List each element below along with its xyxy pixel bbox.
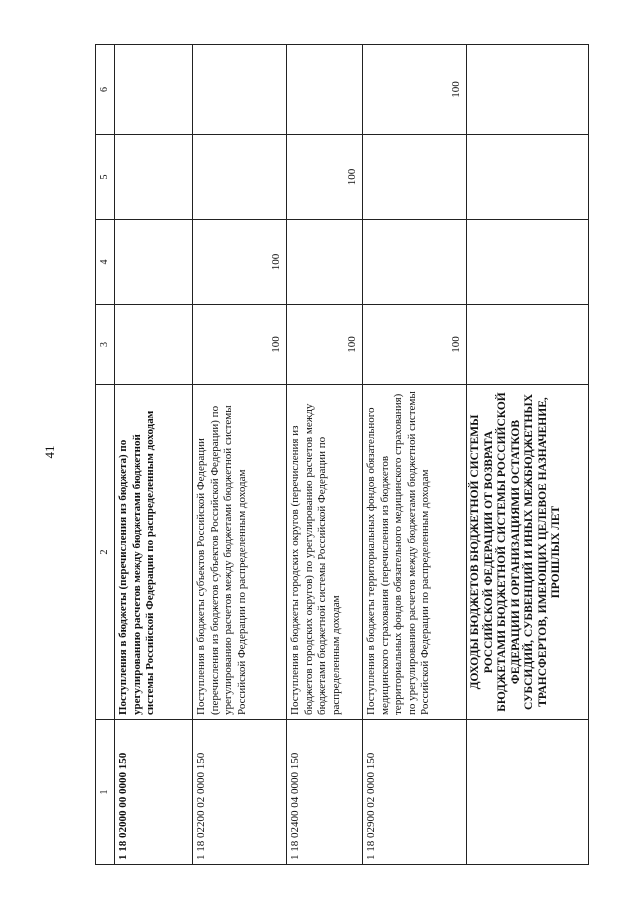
- value-cell: 100: [193, 305, 287, 385]
- name-cell: Поступления в бюджеты территориальных фондов обязательного медицинского страхования (перечисления из бюджетов территориальных фондов обязательного медицинского страхования) по урегулированию расчетов между бюджетами бюджетной системы Российской Федерации по распределенным доходам: [363, 385, 467, 720]
- value-cell: [115, 45, 193, 135]
- header-row: [96, 45, 115, 865]
- code-cell: 1 18 02900 02 0000 150: [363, 720, 467, 865]
- code-cell: 1 18 02200 02 0000 150: [193, 720, 287, 865]
- header-cell: 4: [96, 220, 115, 305]
- header-cell: 1: [96, 720, 115, 865]
- name-cell: Поступления в бюджеты субъектов Российской Федерации (перечисления из бюджетов субъектов Российской Федерации) по урегулированию расчетов между бюджетами бюджетной системы Российской Федерации по распределенным доходам: [193, 385, 287, 720]
- value-cell: [193, 45, 287, 135]
- value-cell: [467, 305, 589, 385]
- value-cell: [115, 220, 193, 305]
- value-cell: [287, 45, 363, 135]
- table-row: [467, 45, 589, 865]
- value-cell: 100: [287, 305, 363, 385]
- page-number: 41: [42, 445, 57, 459]
- budget-revenue-table: [95, 44, 589, 865]
- name-cell: Поступления в бюджеты (перечисления из бюджета) по урегулированию расчетов между бюджетами бюджетной системы Российской Федерации по распределенным доходам: [115, 385, 193, 720]
- code-cell: 1 18 02400 04 0000 150: [287, 720, 363, 865]
- header-cell: 6: [96, 45, 115, 135]
- value-cell: [193, 135, 287, 220]
- header-cell: 3: [96, 305, 115, 385]
- code-cell: [467, 720, 589, 865]
- value-cell: [467, 220, 589, 305]
- header-cell: 2: [96, 385, 115, 720]
- value-cell: 100: [363, 305, 467, 385]
- value-cell: [467, 45, 589, 135]
- table-row: [115, 45, 193, 865]
- code-cell: 1 18 02000 00 0000 150: [115, 720, 193, 865]
- value-cell: [363, 220, 467, 305]
- value-cell: [115, 135, 193, 220]
- value-cell: [115, 305, 193, 385]
- value-cell: 100: [193, 220, 287, 305]
- value-cell: [467, 135, 589, 220]
- table-row: [287, 45, 363, 865]
- table-row: [363, 45, 467, 865]
- name-cell: Поступления в бюджеты городских округов (перечисления из бюджетов городских округов) по урегулированию расчетов между бюджетами бюджетной системы Российской Федерации по распределенным доходам: [287, 385, 363, 720]
- header-cell: 5: [96, 135, 115, 220]
- value-cell: 100: [363, 45, 467, 135]
- table-row: [193, 45, 287, 865]
- value-cell: [287, 220, 363, 305]
- value-cell: [363, 135, 467, 220]
- name-cell: ДОХОДЫ БЮДЖЕТОВ БЮДЖЕТНОЙ СИСТЕМЫ РОССИЙСКОЙ ФЕДЕРАЦИИ ОТ ВОЗВРАТА БЮДЖЕТАМИ БЮДЖЕТНОЙ СИСТЕМЫ РОССИЙСКОЙ ФЕДЕРАЦИИ И ОРГАНИЗАЦИЯМИ ОСТАТКОВ СУБСИДИЙ, СУБВЕНЦИЙ И ИНЫХ МЕЖБЮДЖЕТНЫХ ТРАНСФЕРТОВ, ИМЕЮЩИХ ЦЕЛЕВОЕ НАЗНАЧЕНИЕ, ПРОШЛЫХ ЛЕТ: [467, 385, 589, 720]
- value-cell: 100: [287, 135, 363, 220]
- rotated-table-wrapper: [95, 45, 589, 865]
